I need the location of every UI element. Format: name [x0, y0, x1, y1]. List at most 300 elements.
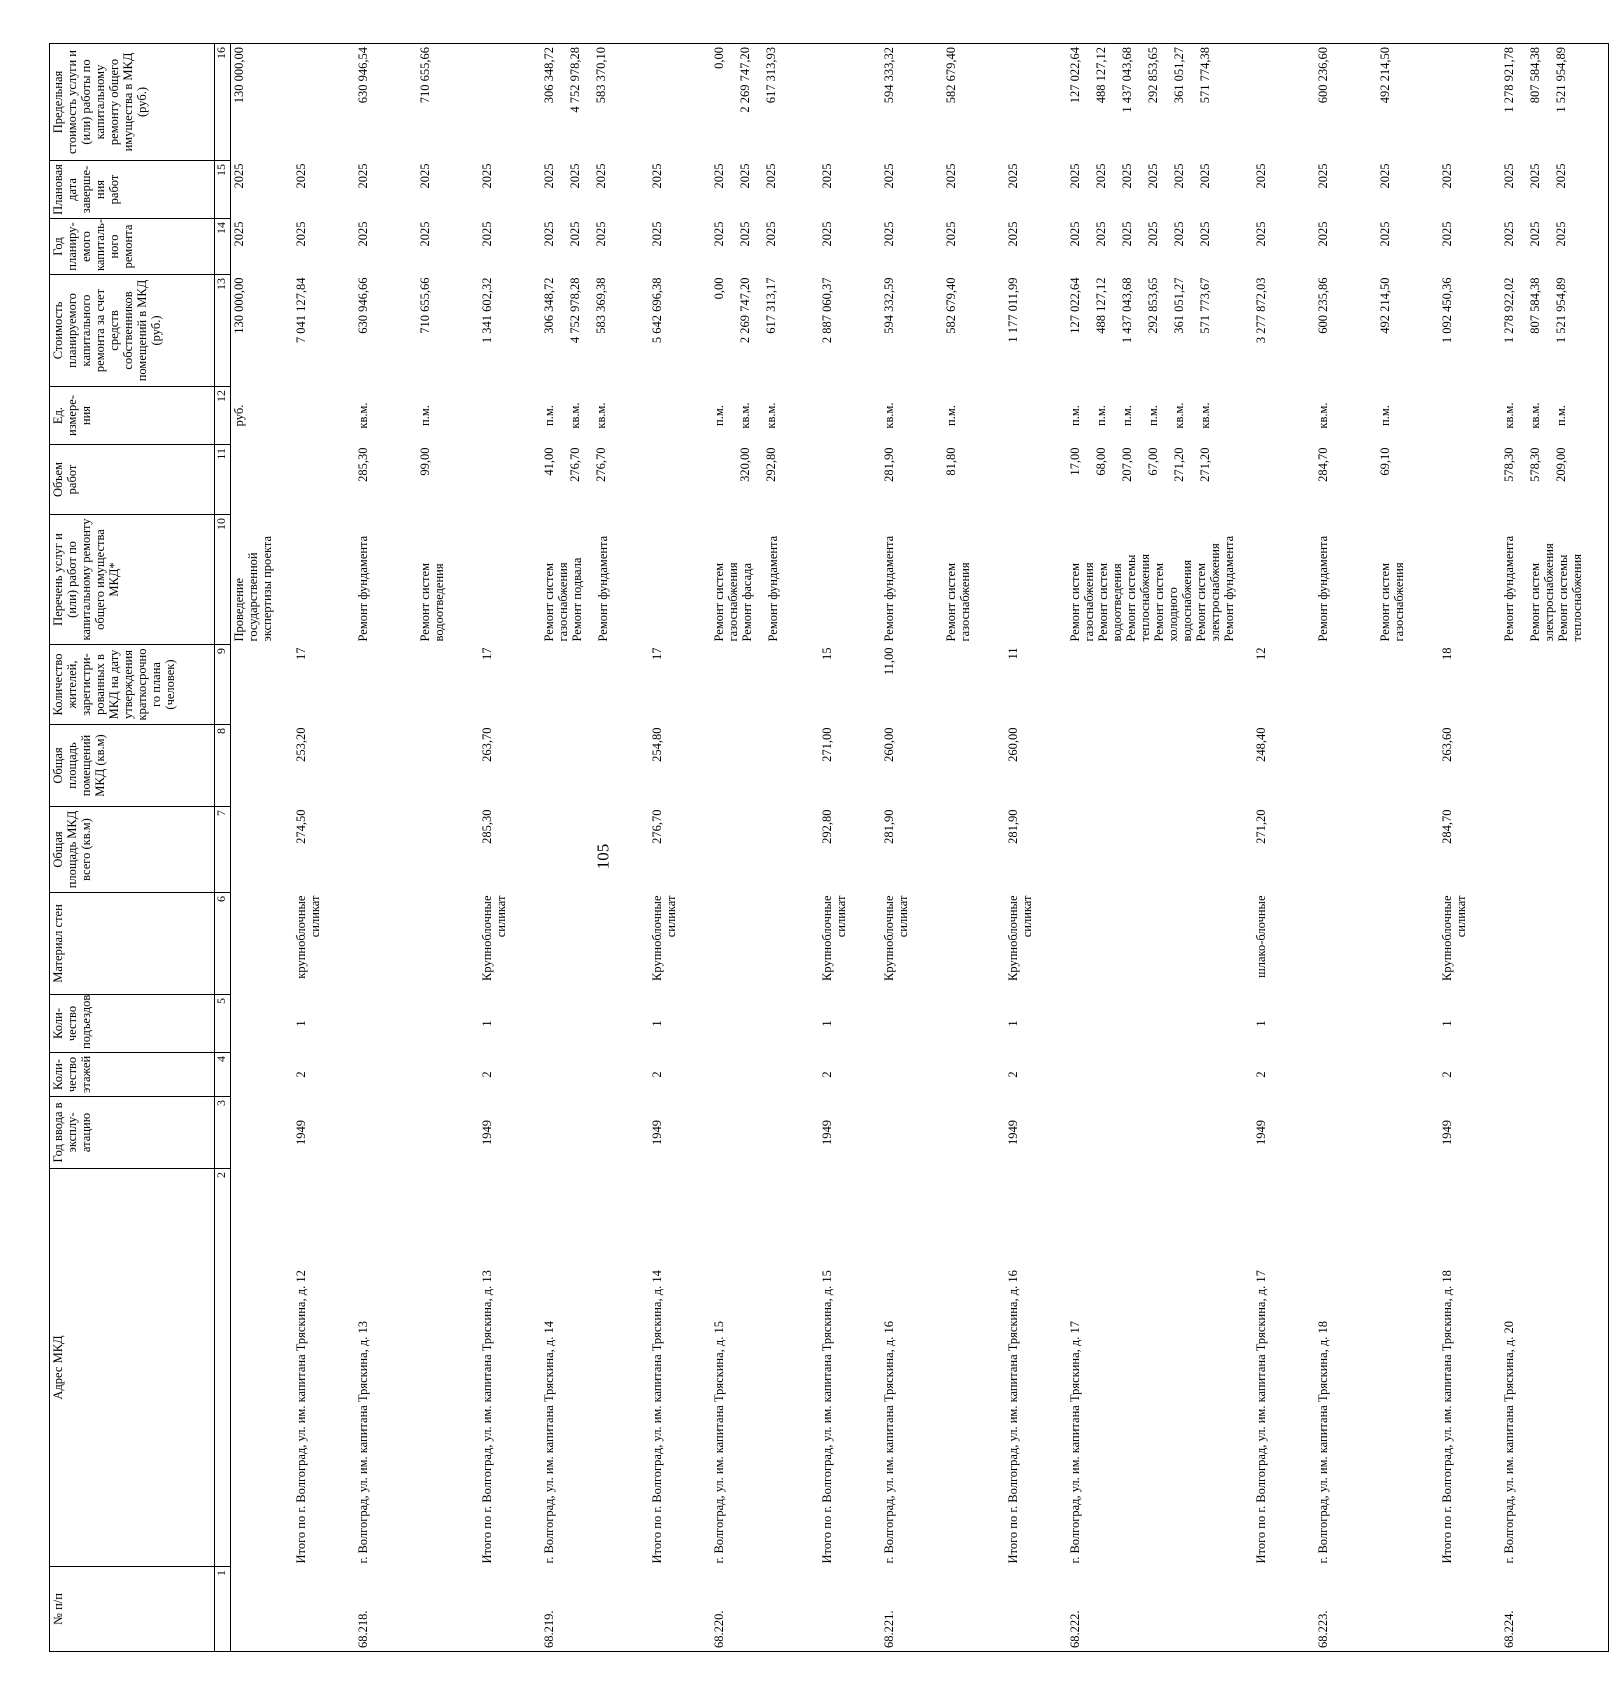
address: г. Волгоград, ул. им. капитана Тряскина, д. 20	[1501, 1169, 1609, 1567]
work-list-line: Ремонт фундамента	[355, 535, 370, 642]
planned-cost	[293, 275, 355, 387]
header-col-5: Коли- чество подъездов	[50, 995, 215, 1053]
work-list	[711, 515, 819, 645]
work-list	[541, 515, 649, 645]
work-list-line: Ремонт системы теплоснабжения	[1555, 554, 1584, 642]
completion-date	[649, 161, 711, 219]
max-cost	[1005, 44, 1067, 161]
max-cost	[355, 44, 417, 161]
premises-area	[355, 725, 417, 807]
work-list-line: Ремонт систем водоотведения	[417, 563, 446, 642]
entrances	[711, 995, 819, 1053]
address: Итого по г. Волгоград, ул. им. капитана Тряскина, д. 14	[649, 1270, 664, 1564]
planned-cost	[819, 275, 881, 387]
table-row	[943, 44, 1005, 1652]
planned-cost-line: 2 269 747,20	[737, 277, 752, 344]
residents	[711, 645, 819, 725]
work-volume-line: 81,80	[943, 447, 958, 476]
work-volume	[1377, 445, 1439, 515]
unit	[1377, 387, 1439, 445]
unit	[479, 387, 541, 445]
address: Итого по г. Волгоград, ул. им. капитана Тряскина, д. 13	[479, 1270, 494, 1564]
total-row	[479, 44, 541, 1652]
work-volume-line: 99,00	[417, 447, 432, 476]
work-volume-line: 68,00	[1093, 447, 1108, 476]
unit-line: п.м.	[541, 405, 556, 426]
floors	[711, 1053, 819, 1097]
total-area: 285,30	[479, 809, 494, 844]
completion-date	[293, 161, 355, 219]
repair-year	[231, 219, 293, 275]
wall-material	[417, 893, 479, 995]
wall-material: Крупноблочные силикат	[649, 895, 678, 981]
repair-year-line: 2025	[1197, 221, 1212, 247]
completion-date-line: 2025	[479, 163, 494, 189]
max-cost-line: 0,00	[711, 47, 726, 69]
table-row	[881, 44, 943, 1652]
work-list-line: Ремонт систем электроснабжения	[1193, 543, 1222, 642]
premises-area	[1315, 725, 1377, 807]
max-cost-line: 1 278 921,78	[1501, 47, 1516, 113]
unit	[1005, 387, 1067, 445]
address: Итого по г. Волгоград, ул. им. капитана Тряскина, д. 12	[293, 1270, 308, 1564]
premises-area	[1067, 725, 1253, 807]
max-cost-line: 1 437 043,68	[1119, 47, 1134, 113]
work-list-line: Ремонт систем газоснабжения	[943, 562, 972, 642]
floors: 2	[293, 1071, 308, 1078]
unit	[711, 387, 819, 445]
year-built	[711, 1097, 819, 1169]
year-built	[231, 1097, 293, 1169]
work-volume	[231, 445, 293, 515]
unit	[541, 387, 649, 445]
header-col-2: Адрес МКД	[50, 1169, 215, 1567]
planned-cost-line: 5 642 696,38	[649, 277, 664, 344]
premises-area: 260,00	[881, 727, 896, 762]
year-built: 1949	[1005, 1120, 1020, 1145]
max-cost	[293, 44, 355, 161]
year-built	[881, 1097, 943, 1169]
year-built	[1377, 1097, 1439, 1169]
total-area	[1315, 807, 1377, 893]
max-cost-line: 617 313,93	[763, 47, 778, 104]
repair-year-line: 2025	[355, 221, 370, 247]
entrances: 1	[293, 1020, 308, 1027]
column-number-1: 1	[215, 1567, 231, 1652]
max-cost-line: 571 774,38	[1197, 47, 1212, 104]
work-volume	[541, 445, 649, 515]
address: г. Волгоград, ул. им. капитана Тряскина, д. 13	[355, 1320, 370, 1564]
completion-date-line: 2025	[819, 163, 834, 189]
unit	[1315, 387, 1377, 445]
wall-material: Крупноблочные силикат	[881, 895, 910, 981]
planned-cost-line: 7 041 127,84	[293, 277, 308, 344]
entrances	[881, 995, 943, 1053]
planned-cost-line: 1 278 922,02	[1501, 277, 1516, 344]
max-cost-line: 292 853,65	[1145, 47, 1160, 104]
floors: 2	[1005, 1071, 1020, 1078]
completion-date-line: 2025	[1093, 163, 1108, 189]
total-area: 274,50	[293, 809, 308, 844]
total-row	[1253, 44, 1315, 1652]
premises-area	[231, 725, 293, 807]
work-volume-line: 578,30	[1527, 447, 1542, 482]
column-number-10: 10	[215, 515, 231, 645]
row-number	[1253, 1567, 1315, 1652]
wall-material	[1377, 893, 1439, 995]
completion-date	[819, 161, 881, 219]
planned-cost	[943, 275, 1005, 387]
unit-line: кв.м.	[1501, 402, 1516, 429]
entrances: 1	[1439, 1020, 1454, 1027]
table-row	[1377, 44, 1439, 1652]
address: г. Волгоград, ул. им. капитана Тряскина, д. 18	[1315, 1320, 1330, 1564]
floors	[231, 1053, 293, 1097]
planned-cost-line: 127 022,64	[1067, 277, 1082, 334]
work-list	[293, 515, 355, 645]
column-number-row	[215, 44, 231, 1652]
repair-year-line: 2025	[567, 221, 582, 247]
floors: 2	[1439, 1071, 1454, 1078]
work-volume	[1439, 445, 1501, 515]
work-volume-line: 207,00	[1119, 447, 1134, 482]
repair-year-line: 2025	[593, 221, 608, 247]
unit-line: п.м.	[1553, 405, 1568, 426]
work-volume-line: 276,70	[567, 447, 582, 482]
work-volume	[649, 445, 711, 515]
max-cost-line: 1 521 954,89	[1553, 47, 1568, 113]
completion-date	[479, 161, 541, 219]
row-number: 68.219.	[541, 1567, 649, 1652]
work-list-line: Ремонт систем газоснабжения	[711, 562, 740, 642]
completion-date-line: 2025	[737, 163, 752, 189]
unit	[1253, 387, 1315, 445]
max-cost-line: 306 348,72	[541, 47, 556, 104]
max-cost-line: 807 584,38	[1527, 47, 1542, 104]
work-list-line: Ремонт систем газоснабжения	[541, 562, 570, 642]
column-number-11: 11	[215, 445, 231, 515]
year-built: 1949	[819, 1120, 834, 1145]
completion-date	[231, 161, 293, 219]
completion-date-line: 2025	[1527, 163, 1542, 189]
repair-year-line: 2025	[1315, 221, 1330, 247]
year-built	[355, 1097, 417, 1169]
work-list-line: Ремонт фундамента	[1315, 535, 1330, 642]
total-area	[711, 807, 819, 893]
max-cost	[819, 44, 881, 161]
column-number-7: 7	[215, 807, 231, 893]
total-area	[541, 807, 649, 893]
register-sheet	[49, 44, 1584, 1652]
premises-area: 248,40	[1253, 727, 1268, 762]
completion-date-line: 2025	[1067, 163, 1082, 189]
repair-year	[541, 219, 649, 275]
completion-date	[943, 161, 1005, 219]
table-row	[711, 44, 819, 1652]
work-list-line: Ремонт подвала	[569, 557, 584, 642]
address	[943, 1169, 1005, 1567]
address	[231, 1169, 293, 1567]
row-number	[1005, 1567, 1067, 1652]
residents: 11	[1005, 647, 1020, 660]
max-cost	[1377, 44, 1439, 161]
premises-area	[417, 725, 479, 807]
unit	[649, 387, 711, 445]
repair-year-line: 2025	[881, 221, 896, 247]
planned-cost-line: 600 235,86	[1315, 277, 1330, 334]
repair-year	[1005, 219, 1067, 275]
work-list	[943, 515, 1005, 645]
planned-cost	[231, 275, 293, 387]
work-list-line: Ремонт систем электроснабжения	[1527, 543, 1556, 642]
unit-line: п.м.	[711, 405, 726, 426]
completion-date-line: 2025	[1439, 163, 1454, 189]
residents	[1377, 645, 1439, 725]
max-cost-line: 361 051,27	[1171, 47, 1186, 104]
completion-date	[1253, 161, 1315, 219]
row-number	[479, 1567, 541, 1652]
work-list-line: Ремонт систем газоснабжения	[1377, 562, 1406, 642]
entrances: 1	[479, 1020, 494, 1027]
header-col-15: Плановая дата заверше- ния работ	[50, 161, 215, 219]
unit-line: кв.м.	[737, 402, 752, 429]
max-cost	[943, 44, 1005, 161]
floors	[355, 1053, 417, 1097]
repair-year-line: 2025	[1093, 221, 1108, 247]
work-volume-line: 209,00	[1553, 447, 1568, 482]
unit-line: кв.м.	[1171, 402, 1186, 429]
total-area	[355, 807, 417, 893]
repair-year	[1315, 219, 1377, 275]
total-row	[1439, 44, 1501, 1652]
planned-cost-line: 1 341 602,32	[479, 277, 494, 344]
work-volume	[819, 445, 881, 515]
residents	[1067, 645, 1253, 725]
table-row	[417, 44, 479, 1652]
row-number	[417, 1567, 479, 1652]
max-cost	[1067, 44, 1253, 161]
unit	[231, 387, 293, 445]
work-volume	[355, 445, 417, 515]
work-volume-line: 17,00	[1067, 447, 1082, 476]
address	[1377, 1169, 1439, 1567]
repair-year	[1377, 219, 1439, 275]
completion-date-line: 2025	[593, 163, 608, 189]
completion-date	[417, 161, 479, 219]
header-col-7: Общая площадь МКД всего (кв.м)	[50, 807, 215, 893]
planned-cost	[1315, 275, 1377, 387]
entrances	[231, 995, 293, 1053]
wall-material	[1315, 893, 1377, 995]
work-volume-line	[712, 448, 738, 512]
row-number	[649, 1567, 711, 1652]
row-number: 68.220.	[711, 1567, 819, 1652]
repair-year	[1067, 219, 1253, 275]
entrances	[943, 995, 1005, 1053]
unit-line: п.м.	[943, 405, 958, 426]
residents: 12	[1253, 647, 1268, 660]
entrances	[541, 995, 649, 1053]
residents: 17	[649, 647, 664, 660]
total-area	[943, 807, 1005, 893]
completion-date	[541, 161, 649, 219]
row-number	[819, 1567, 881, 1652]
premises-area	[1377, 725, 1439, 807]
repair-year-line: 2025	[943, 221, 958, 247]
year-built	[1067, 1097, 1253, 1169]
planned-cost-line: 710 655,66	[417, 277, 432, 334]
max-cost-line: 127 022,64	[1067, 47, 1082, 104]
entrances	[417, 995, 479, 1053]
row-number: 68.218.	[355, 1567, 417, 1652]
completion-date-line: 2025	[943, 163, 958, 189]
table-row	[1501, 44, 1609, 1652]
year-built	[541, 1097, 649, 1169]
planned-cost-line: 2 887 060,37	[819, 277, 834, 344]
work-volume-line: 276,70	[593, 447, 608, 482]
planned-cost	[479, 275, 541, 387]
address: Итого по г. Волгоград, ул. им. капитана Тряскина, д. 17	[1253, 1270, 1268, 1564]
repair-year-line: 2025	[1439, 221, 1454, 247]
completion-date-line: 2025	[232, 163, 246, 189]
entrances	[1501, 995, 1609, 1053]
repair-year	[1253, 219, 1315, 275]
column-number-6: 6	[215, 893, 231, 995]
max-cost-line: 594 333,32	[881, 47, 896, 104]
work-volume	[943, 445, 1005, 515]
entrances	[1067, 995, 1253, 1053]
planned-cost	[1377, 275, 1439, 387]
completion-date	[881, 161, 943, 219]
row-number	[943, 1567, 1005, 1652]
work-list-line: Ремонт систем холодного водоснабжения	[1151, 559, 1194, 642]
completion-date-line: 2025	[1253, 163, 1268, 189]
work-volume-line: 578,30	[1501, 447, 1516, 482]
planned-cost-line: 583 369,38	[593, 277, 608, 334]
floors	[1067, 1053, 1253, 1097]
repair-year	[479, 219, 541, 275]
unit	[355, 387, 417, 445]
repair-year	[293, 219, 355, 275]
residents	[231, 645, 293, 725]
floors	[541, 1053, 649, 1097]
max-cost-line: 2 269 747,20	[737, 47, 752, 113]
residents	[541, 645, 649, 725]
residents	[1501, 645, 1609, 725]
premises-area: 260,00	[1005, 727, 1020, 762]
row-number: 68.221.	[881, 1567, 943, 1652]
floors: 2	[649, 1071, 664, 1078]
completion-date-line: 2025	[293, 163, 308, 189]
premises-area	[1501, 725, 1609, 807]
completion-date	[1439, 161, 1501, 219]
premises-area: 254,80	[649, 727, 664, 762]
unit	[819, 387, 881, 445]
column-number-12: 12	[215, 387, 231, 445]
planned-cost	[649, 275, 711, 387]
planned-cost-line: 594 332,59	[881, 277, 896, 334]
entrances	[355, 995, 417, 1053]
column-number-14: 14	[215, 219, 231, 275]
year-built	[1315, 1097, 1377, 1169]
unit-line: кв.м.	[593, 402, 608, 429]
completion-date	[1377, 161, 1439, 219]
column-number-5: 5	[215, 995, 231, 1053]
planned-cost-line: 0,00	[711, 277, 726, 300]
header-col-13: Стоимость планируемого капитального ремонта за счет средств собственников помещений в МКД (руб.)	[50, 275, 215, 387]
repair-year-line: 2025	[1119, 221, 1134, 247]
premises-area: 263,60	[1439, 727, 1454, 762]
work-list-line: Ремонт фундамента	[765, 535, 780, 642]
wall-material	[1067, 893, 1253, 995]
total-area	[1501, 807, 1609, 893]
planned-cost-line: 492 214,50	[1377, 277, 1392, 334]
completion-date	[1067, 161, 1253, 219]
wall-material	[1501, 893, 1609, 995]
repair-year-line: 2025	[711, 221, 726, 247]
header-col-8: Общая площадь помещений МКД (кв.м)	[50, 725, 215, 807]
register-body	[231, 44, 1609, 1652]
work-volume-line: 281,90	[881, 447, 896, 482]
address: Итого по г. Волгоград, ул. им. капитана Тряскина, д. 18	[1439, 1270, 1454, 1564]
planned-cost-line: 361 051,27	[1171, 277, 1186, 334]
year-built: 1949	[1253, 1120, 1268, 1145]
work-volume	[1253, 445, 1315, 515]
year-built: 1949	[649, 1120, 664, 1145]
planned-cost-line: 306 348,72	[541, 277, 556, 334]
work-list	[1005, 515, 1067, 645]
unit	[1501, 387, 1609, 445]
work-list-line: Ремонт систем водоотведения	[1095, 563, 1124, 642]
repair-year-line: 2025	[649, 221, 664, 247]
residents	[1315, 645, 1377, 725]
completion-date-line: 2025	[711, 163, 726, 189]
wall-material: Крупноблочные силикат	[1439, 895, 1468, 981]
header-col-11: Объем работ	[50, 445, 215, 515]
repair-year-line: 2025	[1501, 221, 1516, 247]
header-col-3: Год ввода в эксплу- атацию	[50, 1097, 215, 1169]
residents: 17	[293, 647, 308, 660]
completion-date	[355, 161, 417, 219]
total-area: 292,80	[819, 809, 834, 844]
header-col-10: Перечень услуг и (или) работ по капитальному ремонту общего имущества МКД*	[50, 515, 215, 645]
total-area	[231, 807, 293, 893]
unit-line: п.м.	[1093, 405, 1108, 426]
column-number-16: 16	[215, 44, 231, 161]
work-list-line: Ремонт фундамента	[595, 535, 610, 642]
max-cost	[1253, 44, 1315, 161]
work-volume	[293, 445, 355, 515]
entrances: 1	[1253, 1020, 1268, 1027]
max-cost	[1501, 44, 1609, 161]
completion-date-line: 2025	[1145, 163, 1160, 189]
work-list-line: Ремонт фундамента	[881, 535, 896, 642]
work-list	[1315, 515, 1377, 645]
total-area	[1377, 807, 1439, 893]
repair-register-table	[49, 43, 1609, 1652]
repair-year	[1439, 219, 1501, 275]
total-area: 271,20	[1253, 809, 1268, 844]
unit-line: п.м.	[1377, 405, 1392, 426]
wall-material	[231, 893, 293, 995]
address	[417, 1169, 479, 1567]
header-col-14: Год планиру- емого капиталь- ного ремонта	[50, 219, 215, 275]
wall-material: Крупноблочные силикат	[819, 895, 848, 981]
planned-cost-line: 630 946,66	[355, 277, 370, 334]
planned-cost	[711, 275, 819, 387]
work-list	[417, 515, 479, 645]
total-area: 276,70	[649, 809, 664, 844]
